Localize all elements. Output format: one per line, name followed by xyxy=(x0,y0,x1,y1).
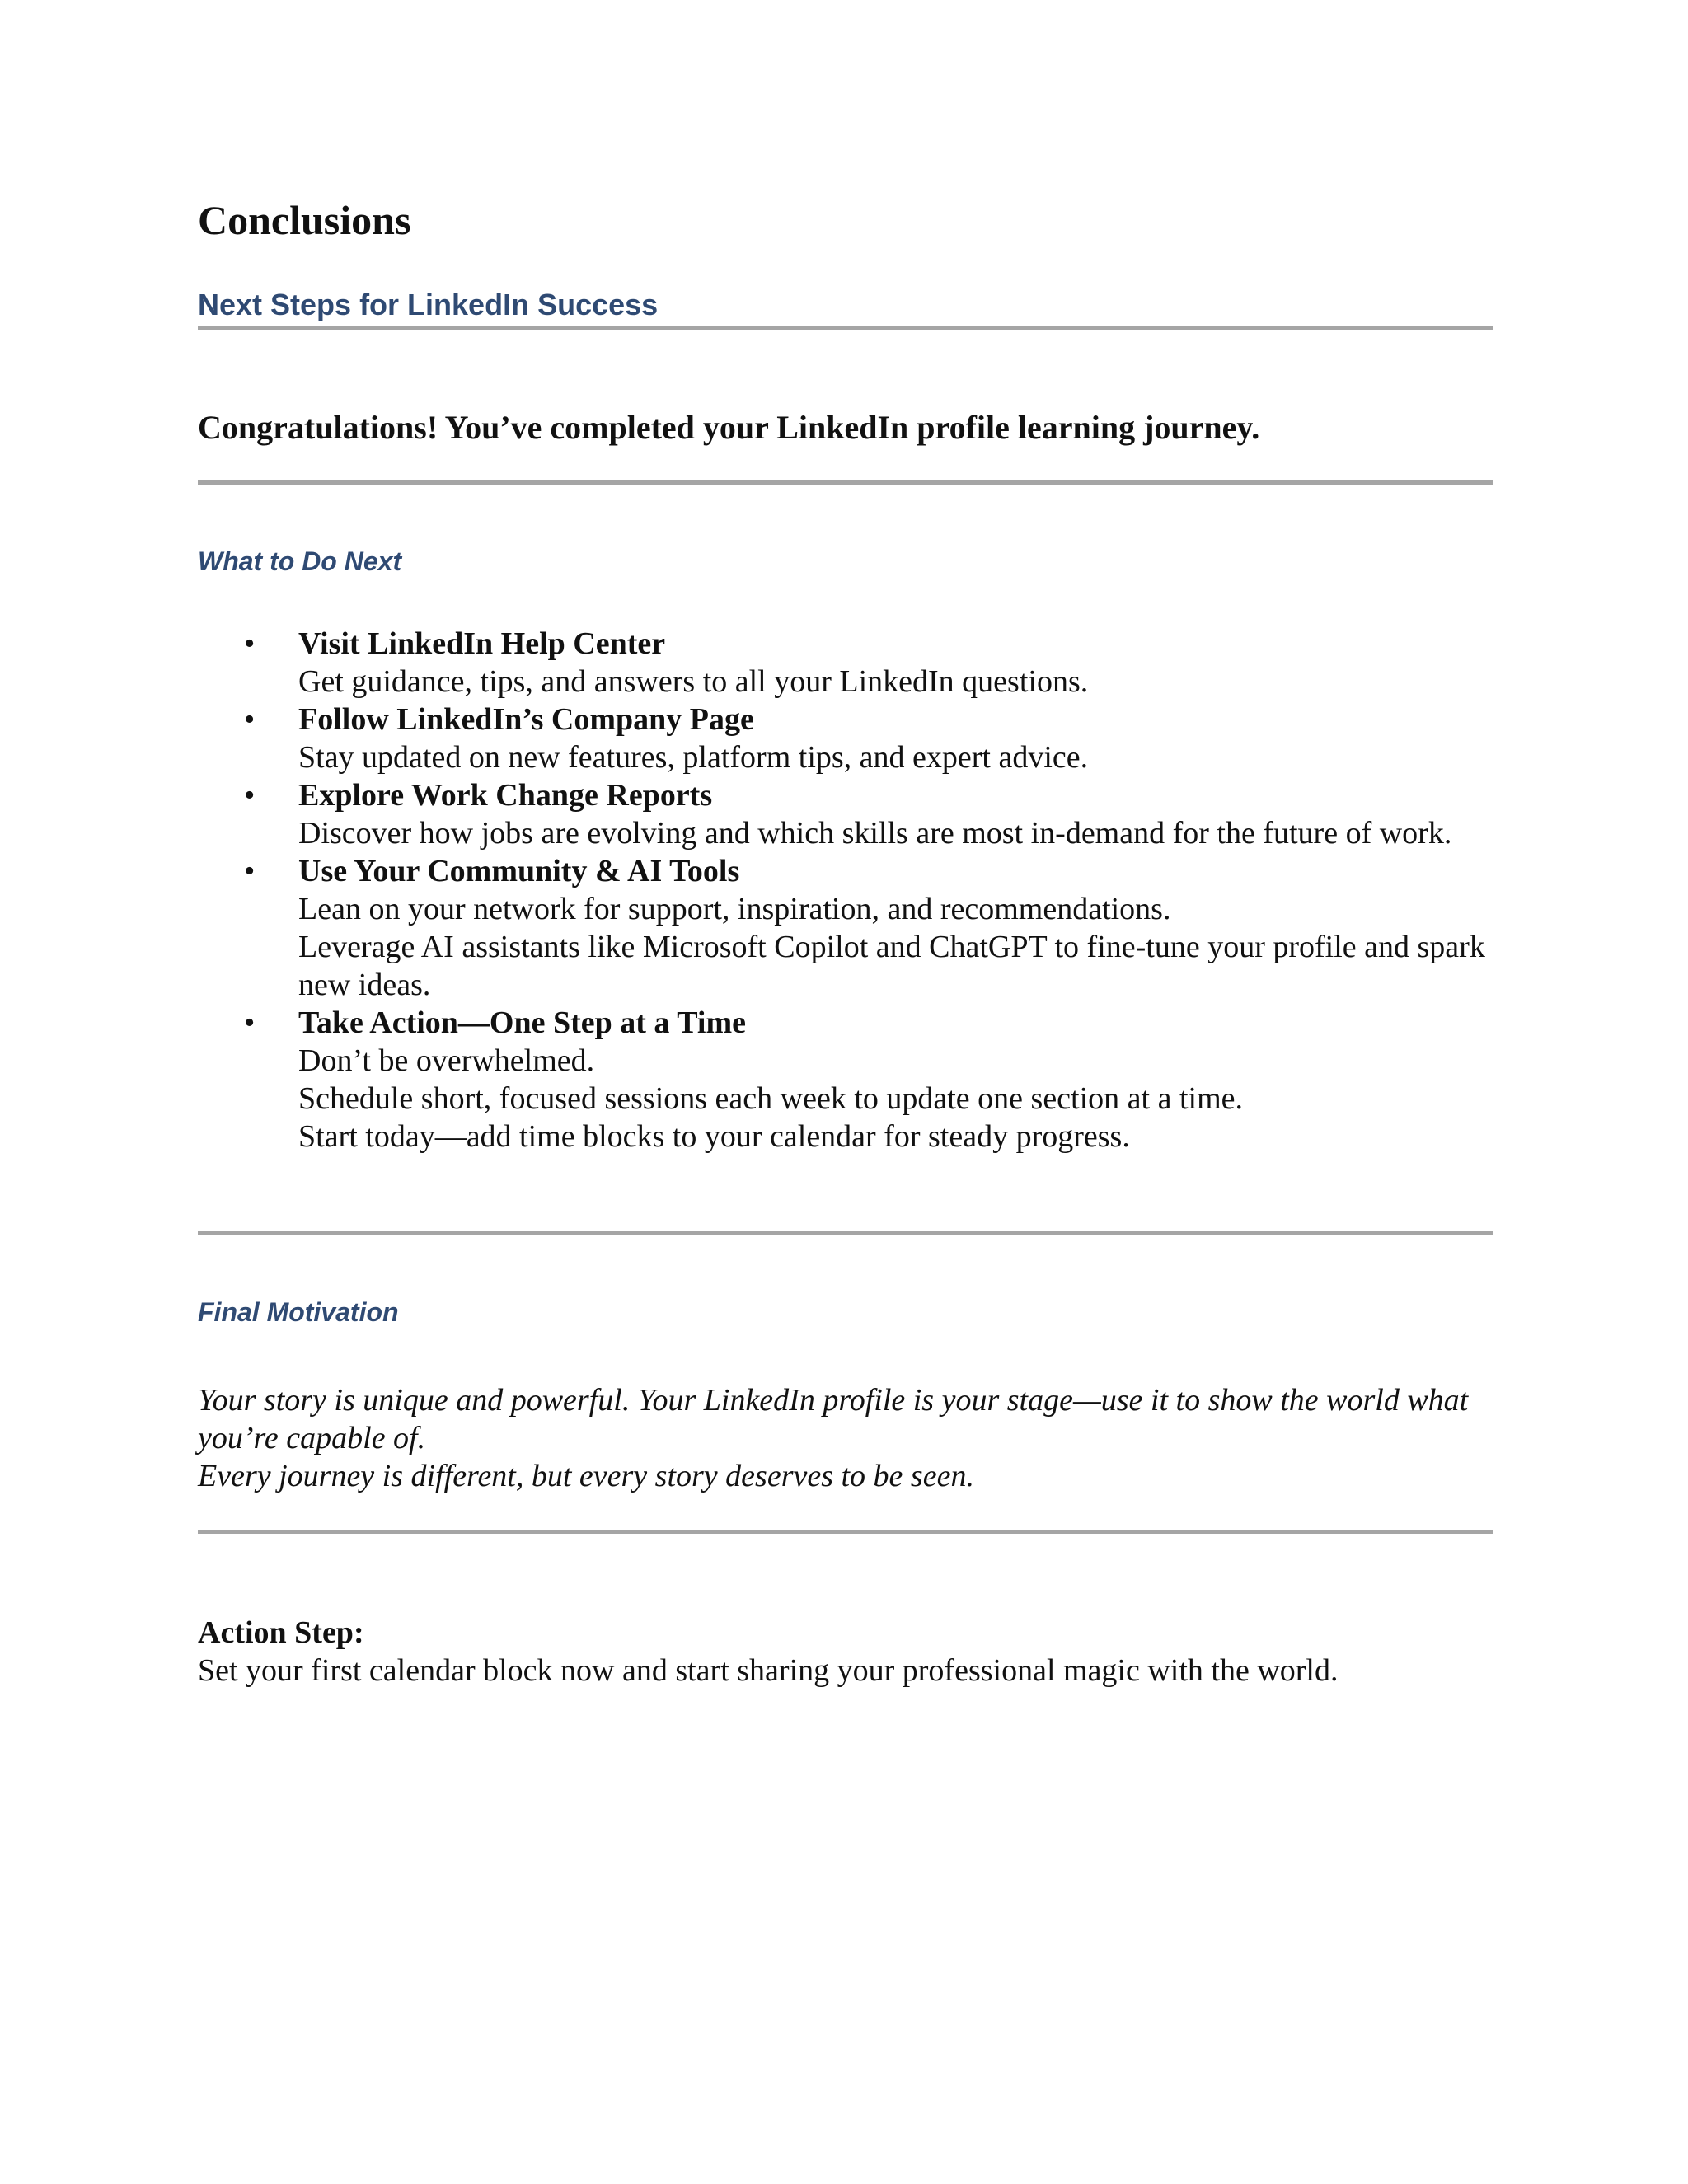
list-item-heading: Use Your Community & AI Tools xyxy=(298,854,740,888)
page-subtitle: Next Steps for LinkedIn Success xyxy=(198,288,659,321)
divider-2 xyxy=(198,480,1493,485)
list-item-text: Schedule short, focused sessions each week to update one section at a time. xyxy=(298,1081,1243,1116)
bullet-icon: • xyxy=(244,1005,256,1040)
congratulations-text: Congratulations! You’ve completed your LinkedIn profile learning journey. xyxy=(198,409,1260,446)
list-item-heading: Visit LinkedIn Help Center xyxy=(298,626,666,661)
bullet-icon: • xyxy=(244,702,256,737)
list-item xyxy=(198,776,1493,852)
list-item-text: Don’t be overwhelmed. xyxy=(298,1043,595,1078)
list-item xyxy=(198,625,1493,701)
bullet-icon: • xyxy=(244,854,256,888)
list-item-heading: Take Action—One Step at a Time xyxy=(298,1005,746,1040)
list-item-text: Start today—add time blocks to your calendar for steady progress. xyxy=(298,1119,1130,1154)
action-step-label: Action Step: xyxy=(198,1615,364,1650)
motivation-line: Your story is unique and powerful. Your LinkedIn profile is your stage—use it to show the world what you’re capable of. xyxy=(198,1383,1469,1455)
page-title: Conclusions xyxy=(198,197,411,243)
next-steps-list xyxy=(198,625,1493,1155)
list-item-text: Discover how jobs are evolving and which skills are most in-demand for the future of work. xyxy=(298,816,1452,851)
list-item-heading: Explore Work Change Reports xyxy=(298,778,713,813)
list-item-text: Stay updated on new features, platform tips, and expert advice. xyxy=(298,740,1089,775)
bullet-icon: • xyxy=(244,626,256,661)
section-heading-motivation: Final Motivation xyxy=(198,1297,399,1327)
motivation-line: Every journey is different, but every story deserves to be seen. xyxy=(198,1459,974,1493)
list-item-text: Lean on your network for support, inspiration, and recommendations. xyxy=(298,892,1171,926)
bullet-icon: • xyxy=(244,778,256,813)
list-item-text: Leverage AI assistants like Microsoft Copilot and ChatGPT to fine-tune your profile and spark new ideas. xyxy=(298,930,1485,1002)
list-item xyxy=(198,701,1493,776)
divider-4 xyxy=(198,1530,1493,1534)
list-item-heading: Follow LinkedIn’s Company Page xyxy=(298,702,754,737)
list-item xyxy=(198,852,1493,1004)
divider-1 xyxy=(198,326,1493,330)
motivation-text xyxy=(198,1381,1493,1495)
section-heading-next: What to Do Next xyxy=(198,546,402,576)
action-step-text: Set your first calendar block now and start sharing your professional magic with the world. xyxy=(198,1653,1339,1688)
list-item-text: Get guidance, tips, and answers to all your LinkedIn questions. xyxy=(298,664,1089,699)
divider-3 xyxy=(198,1231,1493,1235)
list-item xyxy=(198,1004,1493,1155)
